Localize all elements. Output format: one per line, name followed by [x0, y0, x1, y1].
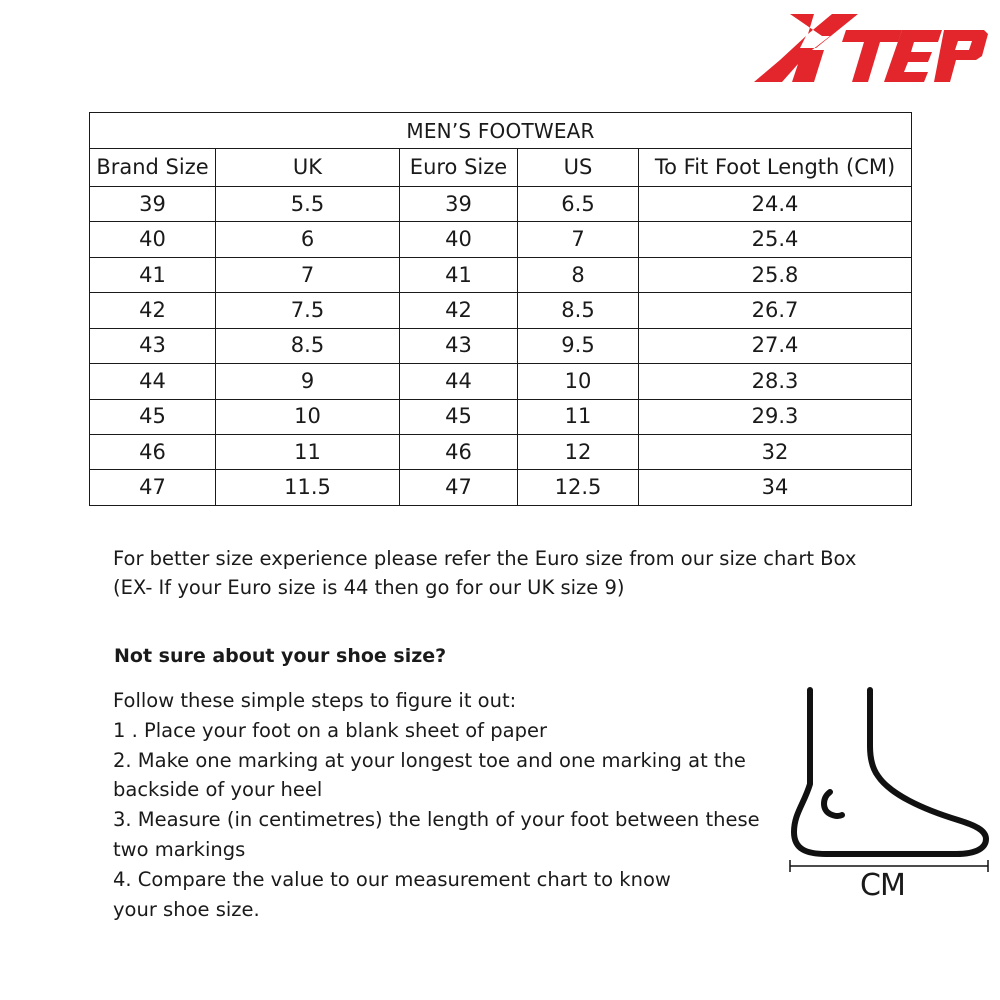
step-line: two markings [113, 837, 246, 861]
cell-foot-length: 25.4 [639, 222, 912, 257]
size-note-example: (EX- If your Euro size is 44 then go for our UK size 9) [113, 576, 625, 599]
xtep-logo [752, 12, 990, 84]
table-row [90, 364, 912, 399]
header-brand-size: Brand Size [90, 149, 216, 186]
cell-uk: 7 [216, 257, 400, 292]
step-line: 4. Compare the value to our measurement chart to know [113, 867, 671, 891]
cell-uk: 8.5 [216, 328, 400, 363]
header-uk: UK [216, 149, 400, 186]
cell-us: 8 [518, 257, 639, 292]
steps-intro: Follow these simple steps to figure it out: [113, 689, 517, 712]
table-title: MEN’S FOOTWEAR [90, 113, 912, 149]
cell-brand-size: 45 [90, 399, 216, 434]
step-line: 2. Make one marking at your longest toe and one marking at the [113, 748, 746, 772]
cell-us: 9.5 [518, 328, 639, 363]
cell-uk: 11.5 [216, 470, 400, 506]
header-euro-size: Euro Size [400, 149, 518, 186]
table-row [90, 293, 912, 328]
cell-euro-size: 46 [400, 434, 518, 469]
cell-brand-size: 44 [90, 364, 216, 399]
cell-foot-length: 32 [639, 434, 912, 469]
cell-foot-length: 27.4 [639, 328, 912, 363]
xtep-logo-icon [752, 12, 990, 84]
cell-euro-size: 41 [400, 257, 518, 292]
cell-brand-size: 43 [90, 328, 216, 363]
size-note-line: For better size experience please refer the Euro size from our size chart Box [113, 547, 857, 570]
step-line: 1 . Place your foot on a blank sheet of paper [113, 718, 547, 742]
step-line: your shoe size. [113, 897, 260, 921]
cell-us: 12.5 [518, 470, 639, 506]
table-row [90, 186, 912, 221]
table-row [90, 222, 912, 257]
header-us: US [518, 149, 639, 186]
cell-uk: 9 [216, 364, 400, 399]
cell-us: 10 [518, 364, 639, 399]
cell-uk: 11 [216, 434, 400, 469]
cell-euro-size: 42 [400, 293, 518, 328]
table-row [90, 434, 912, 469]
cell-us: 12 [518, 434, 639, 469]
table-row [90, 470, 912, 506]
cell-brand-size: 39 [90, 186, 216, 221]
cell-uk: 7.5 [216, 293, 400, 328]
table-row [90, 257, 912, 292]
cell-brand-size: 40 [90, 222, 216, 257]
size-note [113, 544, 856, 602]
cell-euro-size: 45 [400, 399, 518, 434]
table-row [90, 328, 912, 363]
cell-us: 8.5 [518, 293, 639, 328]
cell-brand-size: 42 [90, 293, 216, 328]
cell-euro-size: 44 [400, 364, 518, 399]
guide-heading: Not sure about your shoe size? [114, 645, 447, 667]
cell-foot-length: 25.8 [639, 257, 912, 292]
cell-brand-size: 47 [90, 470, 216, 506]
cell-euro-size: 47 [400, 470, 518, 506]
cell-us: 7 [518, 222, 639, 257]
cell-euro-size: 43 [400, 328, 518, 363]
cell-euro-size: 39 [400, 186, 518, 221]
cell-us: 11 [518, 399, 639, 434]
cell-foot-length: 26.7 [639, 293, 912, 328]
table-row [90, 399, 912, 434]
step-line: 3. Measure (in centimetres) the length of your foot between these [113, 808, 760, 832]
cell-foot-length: 34 [639, 470, 912, 506]
cell-foot-length: 24.4 [639, 186, 912, 221]
cell-us: 6.5 [518, 186, 639, 221]
measure-steps [113, 686, 783, 924]
cell-uk: 5.5 [216, 186, 400, 221]
cell-brand-size: 46 [90, 434, 216, 469]
size-chart-table [89, 112, 912, 506]
cell-uk: 10 [216, 399, 400, 434]
cell-brand-size: 41 [90, 257, 216, 292]
step-line: backside of your heel [113, 778, 323, 802]
cell-foot-length: 28.3 [639, 364, 912, 399]
header-foot-length: To Fit Foot Length (CM) [639, 149, 912, 186]
table-header-row [90, 149, 912, 186]
cell-euro-size: 40 [400, 222, 518, 257]
table-title-row [90, 113, 912, 149]
cm-label: CM [860, 868, 905, 903]
cell-uk: 6 [216, 222, 400, 257]
cell-foot-length: 29.3 [639, 399, 912, 434]
